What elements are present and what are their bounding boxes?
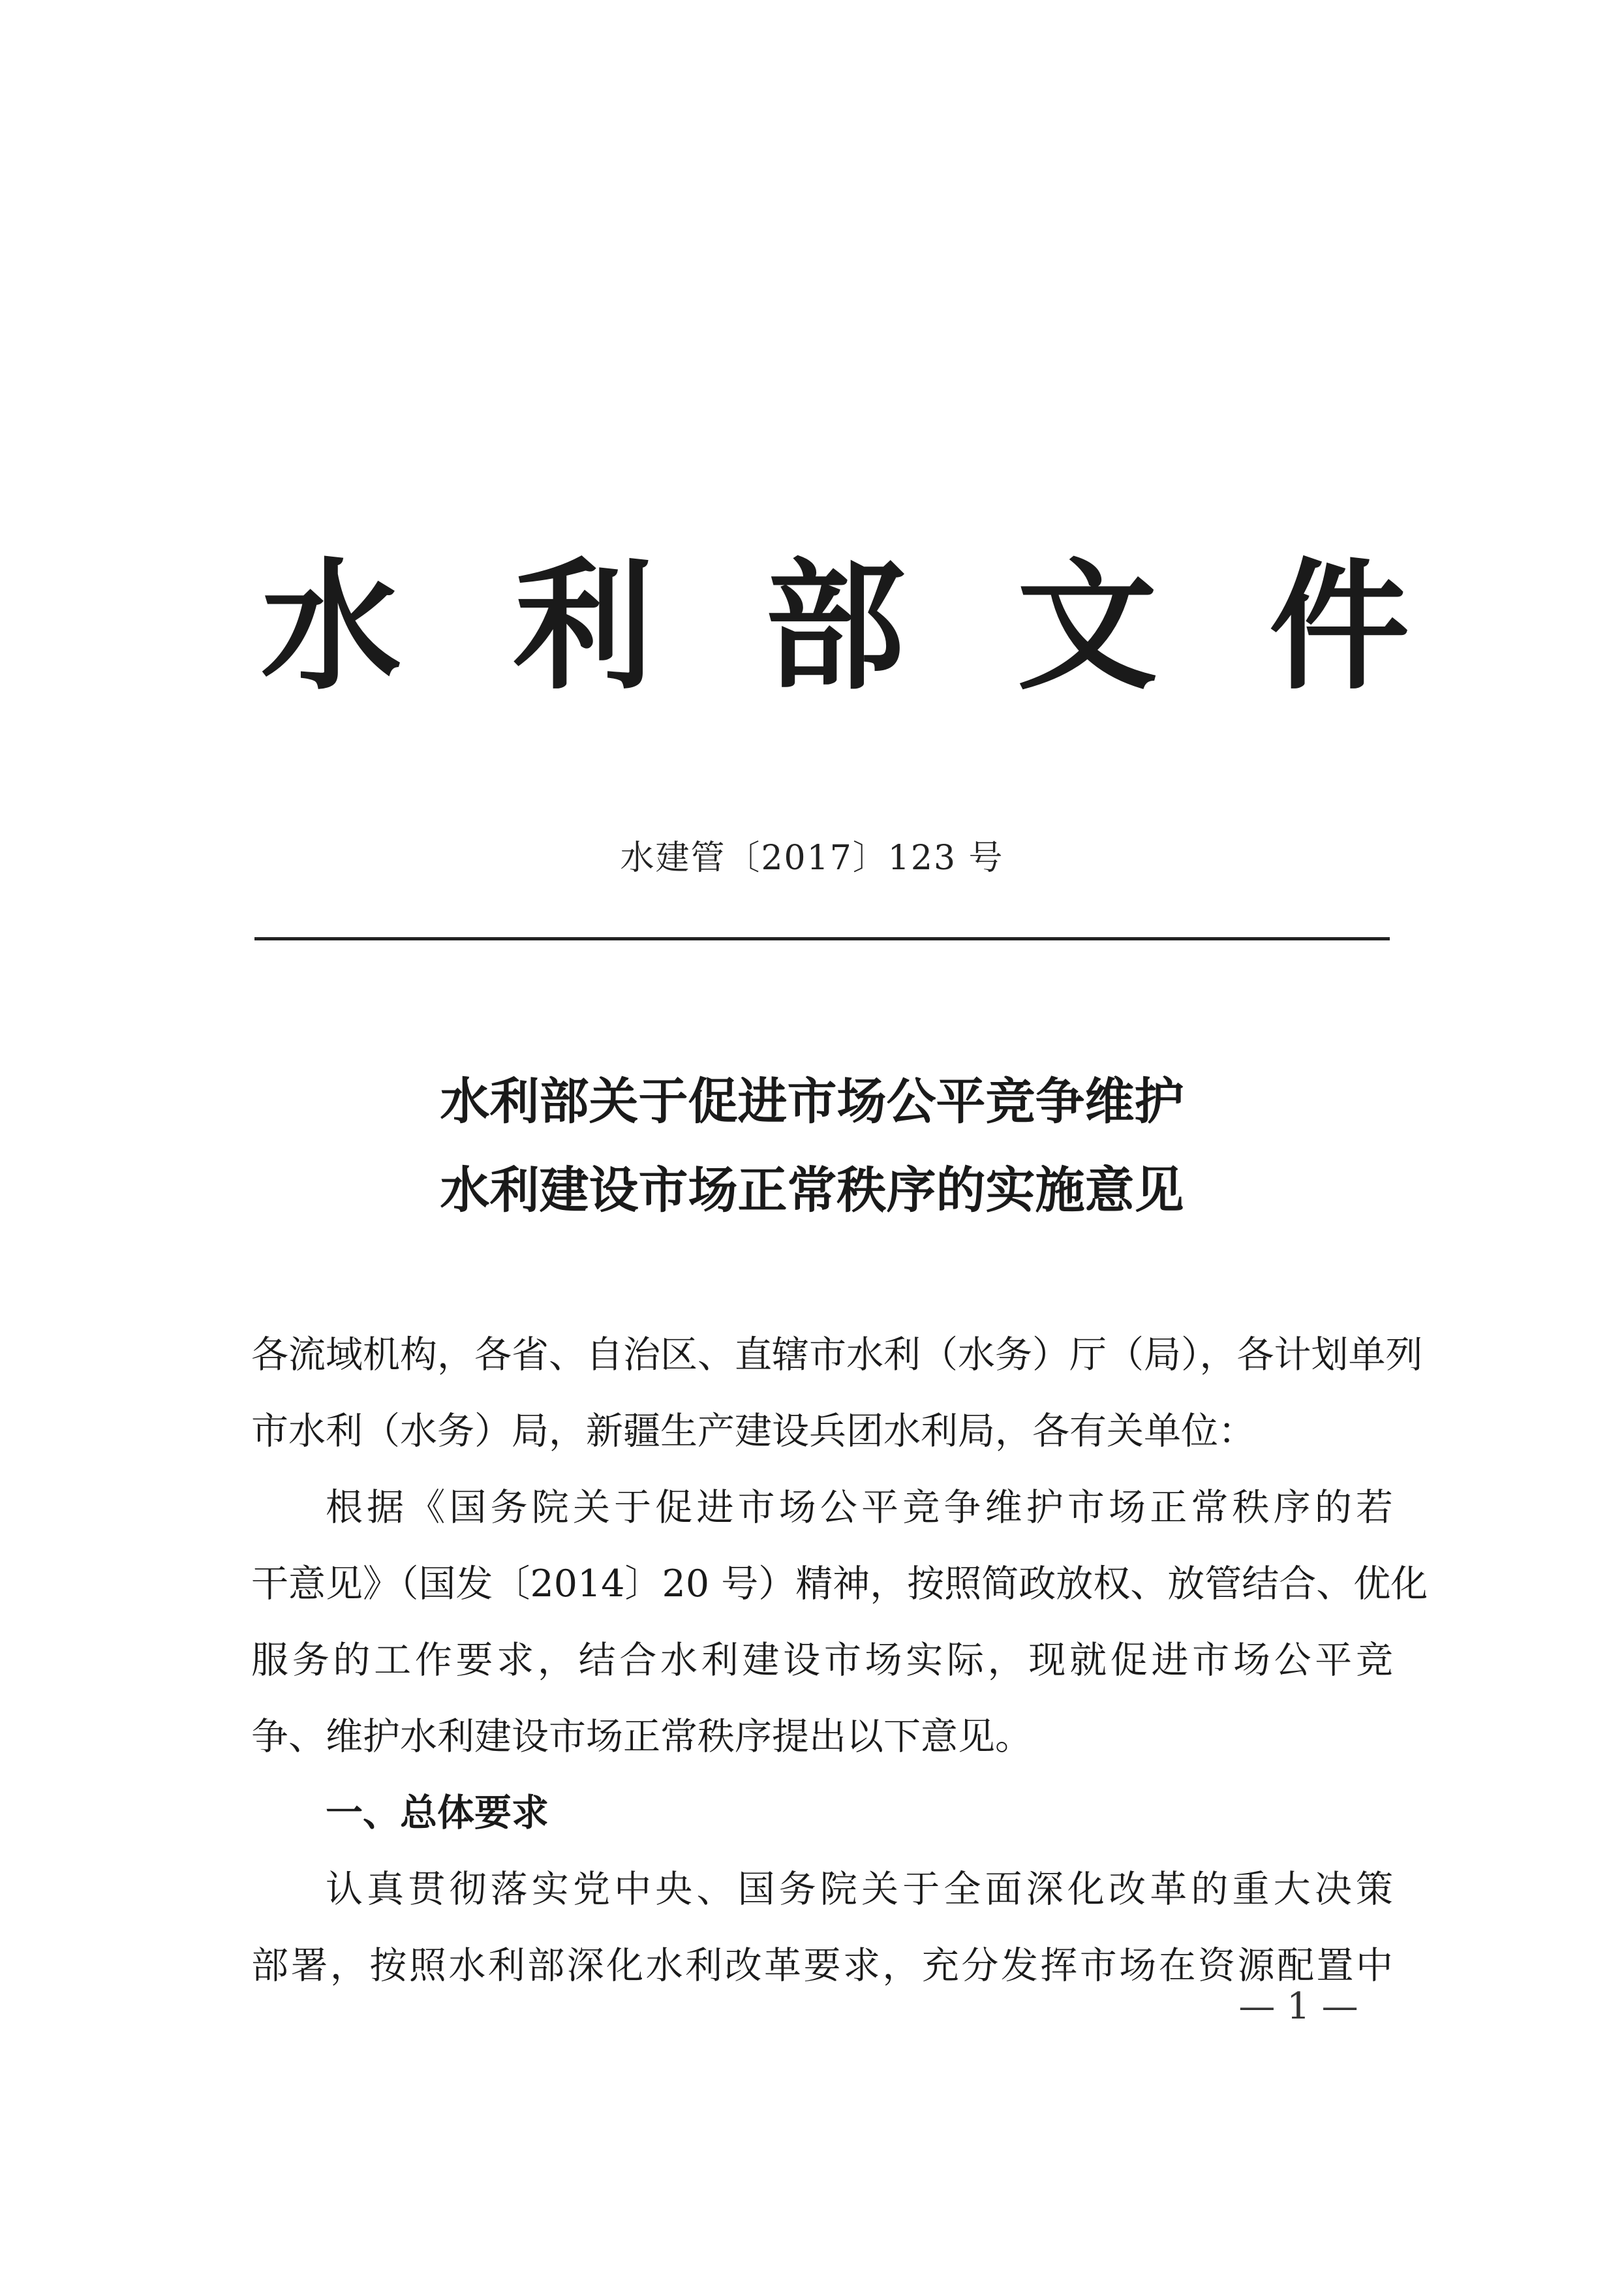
paragraph-line: 争、维护水利建设市场正常秩序提出以下意见。 [251, 1715, 1032, 1758]
document-number: 水建管〔2017〕123 号 [620, 839, 1004, 878]
addressee-line: 各流域机构，各省、自治区、直辖市水利（水务）厅（局），各计划单列 [251, 1333, 1423, 1376]
title-line: 水利建设市场正常秩序的实施意见 [440, 1161, 1184, 1219]
masthead [261, 542, 1409, 711]
header-divider [254, 937, 1390, 940]
document-body [251, 1317, 1428, 2004]
masthead-char: 件 [1269, 544, 1409, 709]
paragraph-line: 干意见》（国发〔2014〕20 号）精神，按照简政放权、放管结合、优化 [251, 1562, 1428, 1605]
paragraph-line: 认真贯彻落实党中央、国务院关于全面深化改革的重大决策 [326, 1868, 1393, 1911]
paragraph-line: 部署，按照水利部深化水利改革要求，充分发挥市场在资源配置中 [251, 1944, 1393, 1987]
paragraph-line: 根据《国务院关于促进市场公平竞争维护市场正常秩序的若 [326, 1486, 1393, 1529]
masthead-char: 利 [513, 544, 654, 709]
page-number: — 1 — [1238, 1985, 1358, 2028]
title-line: 水利部关于促进市场公平竞争维护 [440, 1072, 1184, 1130]
addressee-line: 市水利（水务）局，新疆生产建设兵团水利局，各有关单位： [251, 1410, 1255, 1453]
paragraph-line: 服务的工作要求，结合水利建设市场实际，现就促进市场公平竞 [251, 1639, 1393, 1682]
document-title [0, 1057, 1624, 1235]
masthead-char: 部 [765, 544, 906, 709]
masthead-char: 文 [1017, 544, 1157, 709]
section-heading: 一、总体要求 [326, 1791, 549, 1834]
masthead-char: 水 [261, 544, 401, 709]
